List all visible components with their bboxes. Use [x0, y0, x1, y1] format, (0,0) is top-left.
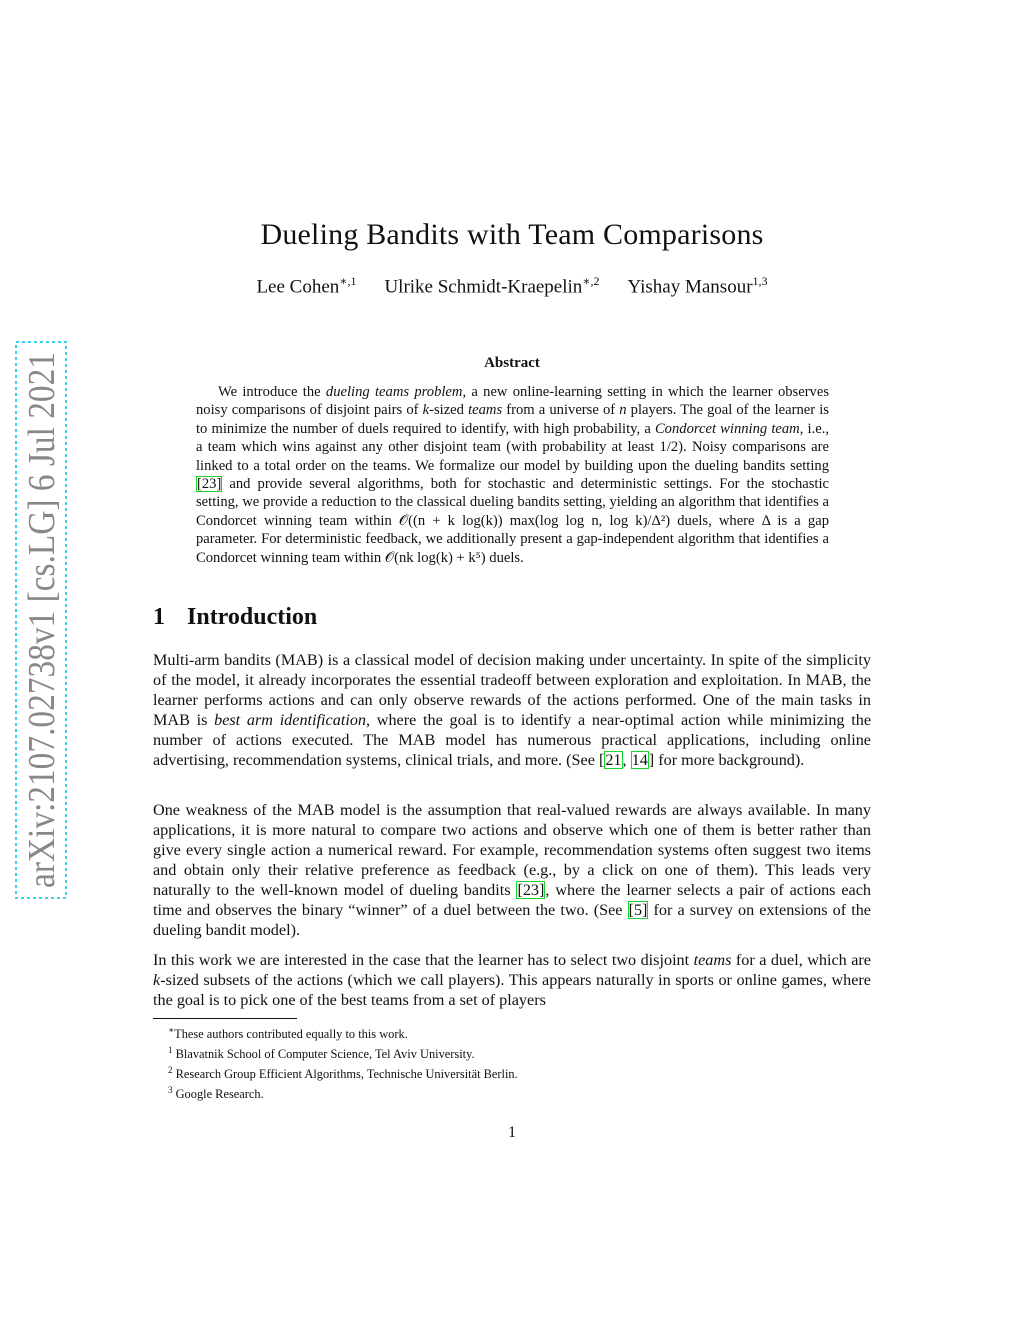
- author: [627, 274, 767, 298]
- footnote-divider: [153, 1018, 297, 1019]
- math-expression: 𝒪(nk log(k) + k⁵): [384, 549, 486, 566]
- math-expression: 𝒪((n + k log(k)) max(log log n, log k)/Δ²): [398, 512, 671, 529]
- footnote: $^3$ Google Research.: [168, 1085, 264, 1102]
- footnote: $^1$ Blavatnik School of Computer Science, Tel Aviv University.: [168, 1045, 475, 1062]
- author-affiliation-mark: ∗,2: [582, 274, 600, 288]
- paragraph: One weakness of the MAB model is the assumption that real-valued rewards are always available. In many applications, it is more natural to compare two actions and observe which one of them is better rather than give every single action a numerical reward. For example, recommendation systems often suggest two items and obtain only their relative preference as feedback (e.g., by a click on one of them). This leads very naturally to the well-known model of dueling bandits [23], where the learner selects a pair of actions each time and observes the binary “winner” of a duel between the two. (See [5] for a survey on extensions of the dueling bandit model).: [153, 801, 871, 939]
- citation-link[interactable]: 14: [631, 751, 648, 769]
- section-number: 1: [153, 604, 165, 630]
- author-affiliation-mark: ∗,1: [339, 274, 357, 288]
- citation-link[interactable]: [23]: [517, 881, 545, 899]
- page-number: 1: [508, 1124, 516, 1141]
- author-name: Yishay Mansour: [627, 276, 753, 298]
- author: [384, 274, 599, 298]
- author-name: Ulrike Schmidt-Kraepelin: [384, 276, 583, 298]
- arxiv-stamp: [14, 340, 68, 900]
- footnote: $^2$ Research Group Efficient Algorithms, Technische Universität Berlin.: [168, 1065, 518, 1082]
- author-affiliation-mark: 1,3: [752, 274, 768, 288]
- emphasis: best arm identification: [214, 711, 367, 729]
- footnote: ∗These authors contributed equally to this work.: [168, 1025, 408, 1042]
- author-name: Lee Cohen: [256, 276, 340, 298]
- citation-link[interactable]: [23]: [197, 476, 222, 493]
- emphasis: Condorcet winning team: [654, 420, 800, 437]
- author-list: [0, 274, 1024, 298]
- citation-link[interactable]: 21: [605, 751, 622, 769]
- section-heading: [153, 604, 317, 631]
- abstract-body: We introduce the dueling teams problem, a new online-learning setting in which the learner observes noisy comparisons of disjoint pairs of k-sized teams from a universe of n players. The goal of the learner is to minimize the number of duels required to identify, with high probability, a Condorcet winning team, i.e., a team which wins against any other disjoint team (with probability at least 1/2). Noisy comparisons are linked to a total order on the teams. We formalize our model by building upon the dueling bandits setting [23] and provide several algorithms, both for stochastic and deterministic settings. For the stochastic setting, we provide a reduction to the classical dueling bandits setting, yielding an algorithm that identifies a Condorcet winning team within 𝒪((n + k log(k)) max(log log n, log k)/Δ²) duels, where Δ is a gap parameter. For deterministic feedback, we additionally present a gap-independent algorithm that identifies a Condorcet winning team within 𝒪(nk log(k) + k⁵) duels.: [196, 384, 830, 566]
- emphasis: dueling teams problem: [325, 384, 463, 400]
- emphasis: teams: [468, 402, 503, 419]
- footnotes: [168, 1022, 868, 1103]
- abstract-heading: Abstract: [484, 355, 540, 371]
- author: [256, 274, 356, 298]
- paragraph: In this work we are interested in the case that the learner has to select two disjoint teams for a duel, which are k-sized subsets of the actions (which we call players). This appears naturally in sports or online games, where the goal is to pick one of the best teams from a set of players: [153, 951, 871, 1009]
- section-title: Introduction: [187, 604, 318, 630]
- arxiv-stamp-text: arXiv:2107.02738v1 [cs.LG] 6 Jul 2021: [21, 340, 63, 888]
- emphasis: teams: [693, 951, 732, 969]
- citation-link[interactable]: [5]: [628, 901, 648, 919]
- arxiv-stamp-graphic: [14, 340, 68, 900]
- paper-title: Dueling Bandits with Team Comparisons: [260, 218, 764, 251]
- paragraph: Multi-arm bandits (MAB) is a classical model of decision making under uncertainty. In spite of the simplicity of the model, it already incorporates the essential tradeoff between exploration and exploitation. In MAB, the learner performs actions and can only observe rewards of the actions performed. One of the main tasks in MAB is best arm identification, where the goal is to identify a near-optimal action while minimizing the number of actions executed. The MAB model has numerous practical applications, including online advertising, recommendation systems, clinical trials, and more. (See [21, 14] for more background).: [153, 651, 871, 769]
